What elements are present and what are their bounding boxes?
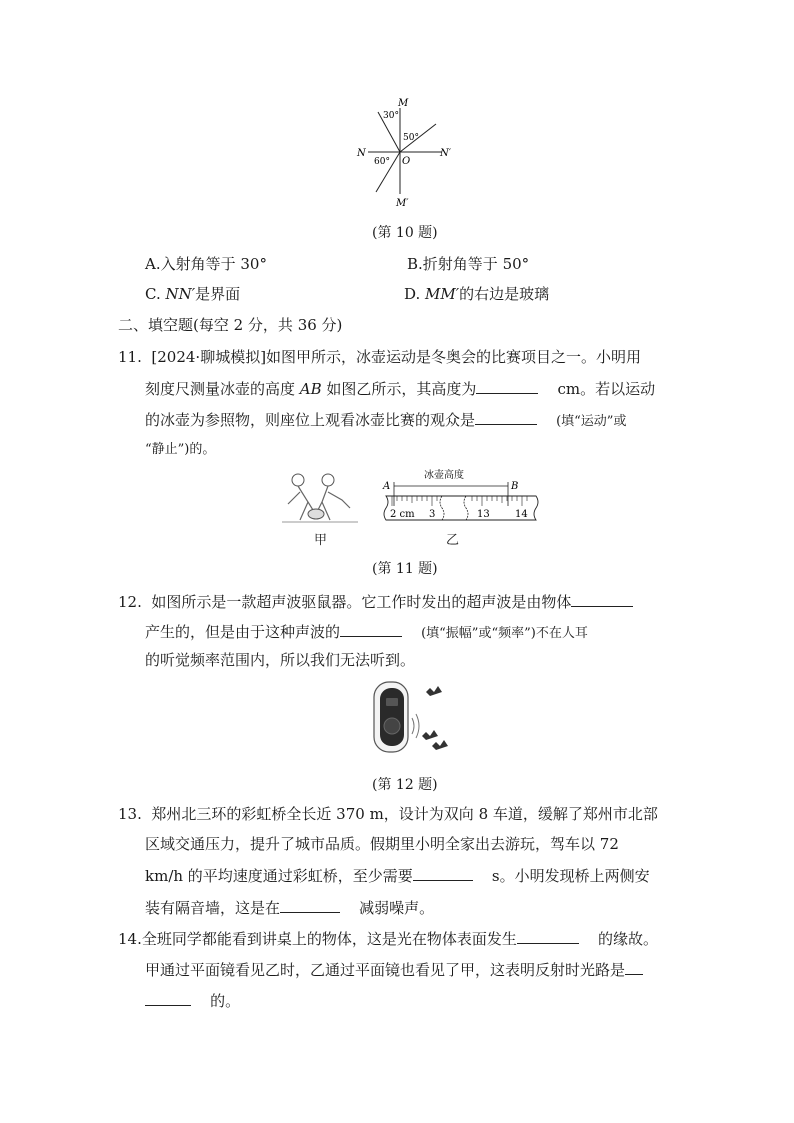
q11-line-2 xyxy=(145,377,655,399)
label-o: O xyxy=(402,156,411,167)
option-letter: A. xyxy=(145,255,161,273)
angle-30-label: 30° xyxy=(383,111,399,121)
angle-60-label: 60° xyxy=(374,157,390,167)
q14-blank-path-b[interactable] xyxy=(145,989,191,1006)
option-text: 入射角等于 30° xyxy=(160,255,267,273)
q11-text: 刻度尺测量冰壶的高度 xyxy=(145,380,300,398)
q13-line-3 xyxy=(145,864,650,886)
q14-line-2 xyxy=(145,958,643,980)
q10-option-c[interactable] xyxy=(145,284,240,304)
q11-line-3 xyxy=(145,408,626,432)
question-number: 11. xyxy=(118,348,142,366)
option-text: 是界面 xyxy=(195,285,241,303)
q14-blank-reflection[interactable] xyxy=(517,927,579,944)
question-number: 13. xyxy=(118,805,142,823)
q10-caption: (第 10 题) xyxy=(372,225,438,241)
q11-text: 的冰壶为参照物，则座位上观看冰壶比赛的观众是 xyxy=(145,411,476,429)
label-n-prime: N′ xyxy=(440,148,452,159)
option-text: 折射角等于 50° xyxy=(422,255,530,273)
q12-line-1 xyxy=(118,590,633,612)
angle-50-label: 50° xyxy=(403,133,419,143)
label-n: N xyxy=(357,148,366,159)
option-letter: C. xyxy=(145,285,161,303)
q14-text: 的缘故。 xyxy=(597,930,658,948)
ruler-tick-3: 3 xyxy=(429,509,436,520)
q11-blank-height[interactable] xyxy=(476,377,538,394)
label-m: M xyxy=(398,98,409,109)
q11-ruler-figure xyxy=(380,466,544,530)
q12-line-3 xyxy=(145,650,415,670)
q13-line-2 xyxy=(145,834,619,854)
q11-hint: (填“运动”或 xyxy=(556,414,627,429)
q11-blank-motion[interactable] xyxy=(475,408,537,425)
ruler-label-a: A xyxy=(383,481,391,492)
q14-text: 甲通过平面镜看见乙时，乙通过平面镜也看见了甲，这表明反射时光路是 xyxy=(145,961,626,979)
question-number: 12. xyxy=(118,593,142,611)
option-letter: D. xyxy=(404,285,421,303)
ruler-tick-13: 13 xyxy=(477,509,490,520)
q13-text: km/h 的平均速度通过彩虹桥，至少需要 xyxy=(145,867,413,885)
q10-option-d[interactable] xyxy=(404,284,549,304)
q11-line-4 xyxy=(145,438,215,460)
option-text: 的右边是玻璃 xyxy=(459,285,550,303)
q11-text: 如图乙所示，其高度为 xyxy=(321,380,477,398)
q12-ultrasonic-repeller-image xyxy=(368,678,452,760)
q12-hint: (填“振幅”或“频率”)不在人耳 xyxy=(421,626,588,641)
q12-blank-source[interactable] xyxy=(571,590,633,607)
q11-caption: (第 11 题) xyxy=(372,561,438,577)
q11-line-1 xyxy=(118,347,641,367)
q13-text: 区域交通压力，提升了城市品质。假期里小明全家出去游玩，驾车以 72 xyxy=(145,835,619,853)
q10-option-a[interactable] xyxy=(145,254,267,274)
q13-text: 装有隔音墙，这是在 xyxy=(145,899,281,917)
q12-blank-property[interactable] xyxy=(340,620,402,637)
option-symbol: MM′ xyxy=(425,285,460,303)
q10-option-b[interactable] xyxy=(407,254,529,274)
q12-line-2 xyxy=(145,620,588,644)
q13-line-4 xyxy=(145,896,434,918)
q14-line-1 xyxy=(118,927,658,949)
q13-blank-time[interactable] xyxy=(413,864,473,881)
q12-text: 的听觉频率范围内，所以我们无法听到。 xyxy=(145,651,416,669)
q11-label-jia: 甲 xyxy=(314,533,328,548)
q14-blank-path-a[interactable] xyxy=(625,958,643,975)
section-2-title: 二、填空题(每空 2 分，共 36 分) xyxy=(118,316,343,334)
q14-line-3 xyxy=(145,989,240,1011)
label-m-prime: M′ xyxy=(396,198,409,209)
ruler-tick-14: 14 xyxy=(515,509,528,520)
q13-blank-noise[interactable] xyxy=(280,896,340,913)
q12-text: 产生的，但是由于这种声波的 xyxy=(145,623,341,641)
q11-text: cm。若以运动 xyxy=(557,380,656,398)
ruler-tick-2cm: 2 cm xyxy=(390,509,415,520)
q13-text: 郑州北三环的彩虹桥全长近 370 m，设计为双向 8 车道，缓解了郑州市北部 xyxy=(151,805,658,823)
q13-text: s。小明发现桥上两侧安 xyxy=(491,867,650,885)
question-number: 14. xyxy=(118,930,142,948)
q13-text: 减弱噪声。 xyxy=(359,899,435,917)
q11-text: [2024·聊城模拟]如图甲所示，冰壶运动是冬奥会的比赛项目之一。小明用 xyxy=(151,348,642,366)
q11-symbol-ab: AB xyxy=(299,380,322,398)
q14-text: 的。 xyxy=(210,992,241,1010)
option-symbol: NN′ xyxy=(165,285,196,303)
q12-text: 如图所示是一款超声波驱鼠器。它工作时发出的超声波是由物体 xyxy=(151,593,572,611)
q11-hint: “静止”)的。 xyxy=(145,442,216,457)
option-letter: B. xyxy=(407,255,423,273)
q12-caption: (第 12 题) xyxy=(372,777,438,793)
q11-label-yi: 乙 xyxy=(446,533,460,548)
q10-optics-diagram xyxy=(350,94,460,210)
q11-curling-players-image xyxy=(278,468,362,528)
ruler-title: 冰壶高度 xyxy=(424,470,464,481)
ruler-label-b: B xyxy=(511,481,519,492)
q13-line-1 xyxy=(118,804,658,824)
q14-text: 全班同学都能看到讲桌上的物体，这是光在物体表面发生 xyxy=(141,930,517,948)
